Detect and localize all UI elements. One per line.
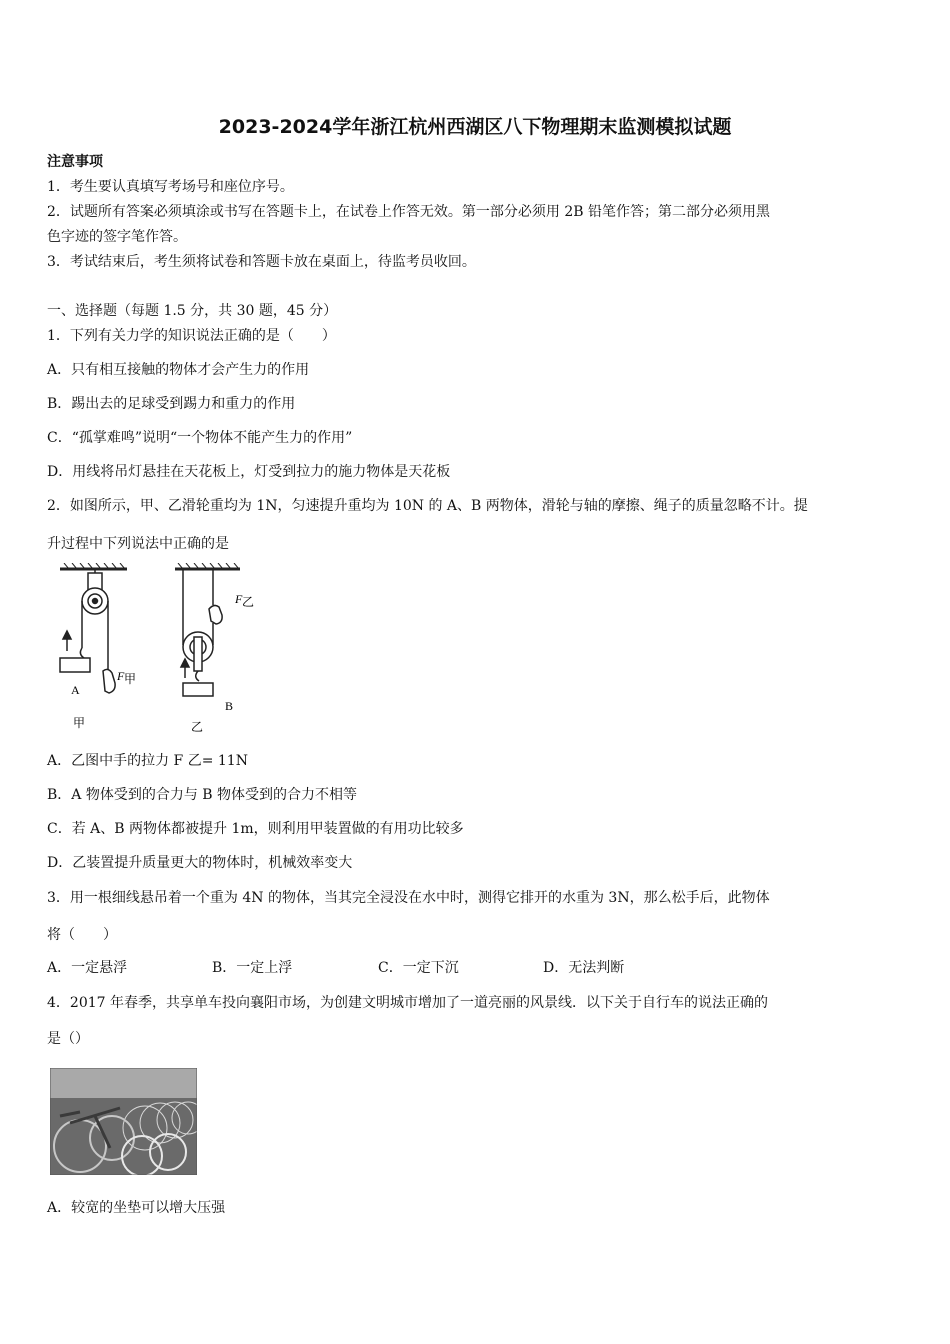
notice-item: 2．试题所有答案必须填涂或书写在答题卡上，在试卷上作答无效。第一部分必须用 2B 铅笔作答；第二部分必须用黑 bbox=[47, 204, 770, 220]
q3-option-d: D．无法判断 bbox=[543, 960, 625, 976]
caption-left: 甲 bbox=[73, 716, 86, 730]
notice-heading: 注意事项 bbox=[47, 154, 103, 170]
notice-item: 色字迹的签字笔作答。 bbox=[47, 229, 187, 245]
notice-item: 3．考试结束后，考生须将试卷和答题卡放在桌面上，待监考员收回。 bbox=[47, 254, 476, 270]
q4-stem: 4．2017 年春季，共享单车投向襄阳市场，为创建文明城市增加了一道亮丽的风景线．以下关于自行车的说法正确的 bbox=[47, 995, 768, 1011]
label-b: B bbox=[225, 699, 234, 713]
q2-option-d: D．乙装置提升质量更大的物体时，机械效率变大 bbox=[47, 855, 353, 871]
force-right-label: F bbox=[235, 592, 243, 606]
q2-stem: 2．如图所示，甲、乙滑轮重均为 1N，匀速提升重均为 10N 的 A、B 两物体，滑轮与轴的摩擦、绳子的质量忽略不计。提 bbox=[47, 498, 808, 514]
section-heading: 一、选择题（每题 1.5 分，共 30 题，45 分） bbox=[47, 303, 338, 319]
q3-stem-cont: 将（ ） bbox=[47, 927, 117, 943]
q4-stem-cont: 是（） bbox=[47, 1031, 89, 1047]
q3-stem: 3．用一根细线悬吊着一个重为 4N 的物体，当其完全浸没在水中时，测得它排开的水重为 3N，那么松手后，此物体 bbox=[47, 890, 770, 906]
q1-option-d: D．用线将吊灯悬挂在天花板上，灯受到拉力的施力物体是天花板 bbox=[47, 464, 451, 480]
q1-option-b: B．踢出去的足球受到踢力和重力的作用 bbox=[47, 396, 296, 412]
q1-stem: 1．下列有关力学的知识说法正确的是（ ） bbox=[47, 328, 336, 344]
q1-option-c: C．“孤掌难鸣”说明“一个物体不能产生力的作用” bbox=[47, 430, 353, 446]
label-a: A bbox=[71, 683, 80, 697]
bicycles-photo bbox=[50, 1068, 197, 1175]
q2-option-b: B．A 物体受到的合力与 B 物体受到的合力不相等 bbox=[47, 787, 358, 803]
force-right-sub: 乙 bbox=[242, 595, 255, 609]
force-left-sub: 甲 bbox=[124, 672, 137, 686]
pulley-figure bbox=[55, 563, 255, 743]
q2-option-a: A．乙图中手的拉力 F 乙= 11N bbox=[47, 753, 248, 769]
q4-option-a: A．较宽的坐垫可以增大压强 bbox=[47, 1200, 226, 1216]
force-left-label: F bbox=[117, 669, 125, 683]
q3-option-c: C．一定下沉 bbox=[378, 960, 459, 976]
caption-right: 乙 bbox=[191, 720, 204, 734]
q2-stem-cont: 升过程中下列说法中正确的是 bbox=[47, 536, 229, 552]
q3-option-b: B．一定上浮 bbox=[212, 960, 293, 976]
notice-item: 1．考生要认真填写考场号和座位序号。 bbox=[47, 179, 294, 195]
q1-option-a: A．只有相互接触的物体才会产生力的作用 bbox=[47, 362, 310, 378]
movable-pulley-diagram bbox=[175, 563, 240, 696]
q2-option-c: C．若 A、B 两物体都被提升 1m，则利用甲装置做的有用功比较多 bbox=[47, 821, 464, 837]
page-title: 2023-2024学年浙江杭州西湖区八下物理期末监测模拟试题 bbox=[218, 116, 732, 138]
q3-option-a: A．一定悬浮 bbox=[47, 960, 128, 976]
